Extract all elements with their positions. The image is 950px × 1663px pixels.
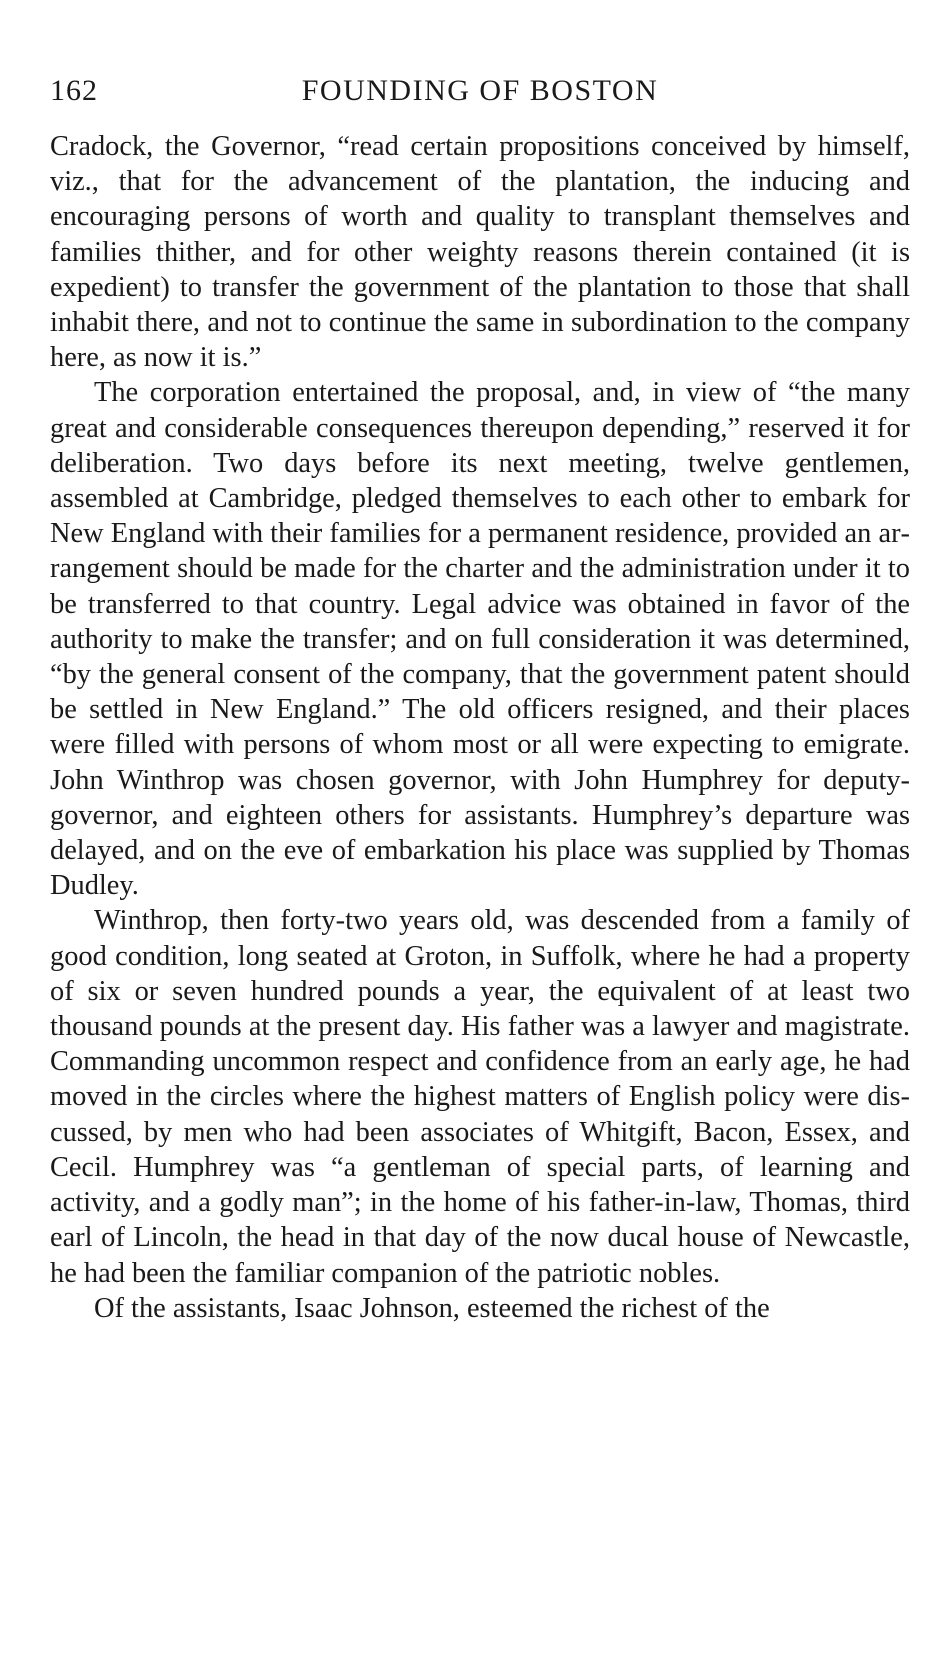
paragraph-winthrop-background: Winthrop, then forty-two years old, was descended from a family of good condition, long seated at Groton, in Suffolk, where he had a property of six or seven hundred pounds a year, the equivalent of at least two thousand pounds at the present day. His father was a lawyer and magistrate. Commanding uncommon respect and confidence from an early age, he had moved in the circles where the highest matters of English policy were discussed, by men who had been associates of Whitgift, Bacon, Essex, and Cecil. Humphrey was “a gentleman of special parts, of learning and activity, and a godly man”; in the home of his father-in-law, Thomas, third earl of Lincoln, the head in that day of the now ducal house of Newcastle, he had been the familiar companion of the patriotic nobles.	[50, 905, 910, 1289]
paragraph-corporation-proposal: The corporation entertained the proposal, and, in view of “the many great and considerable consequences thereupon depending,” reserved it for deliberation. Two days before its next meeting, twelve gentlemen, assembled at Cambridge, pledged themselves to each other to embark for New England with their families for a permanent residence, provided an arrangement should be made for the charter and the administration under it to be transferred to that country. Legal advice was obtained in favor of the authority to make the transfer; and on full consideration it was determined, “by the general consent of the company, that the government patent should be settled in New England.” The old officers resigned, and their places were filled with persons of whom most or all were expecting to emigrate. John Winthrop was chosen governor, with John Humphrey for deputy-governor, and eighteen others for assistants. Humphrey’s departure was delayed, and on the eve of embarkation his place was supplied by Thomas Dudley.	[50, 377, 910, 902]
paragraph-cradock-propositions: Cradock, the Governor, “read certain propositions conceived by himself, viz., that for the advancement of the plantation, the inducing and encouraging persons of worth and quality to transplant themselves and families thither, and for other weighty reasons therein contained (it is expedient) to transfer the government of the plantation to those that shall inhabit there, and not to continue the same in subordination to the company here, as now it is.”	[50, 131, 910, 374]
book-page	[50, 70, 910, 1326]
paragraph-assistants: Of the assistants, Isaac Johnson, esteemed the richest of the	[94, 1292, 770, 1324]
body-text	[50, 129, 910, 1326]
running-head	[50, 70, 910, 114]
page-number: 162	[50, 74, 98, 107]
running-title: FOUNDING OF BOSTON	[301, 74, 659, 107]
